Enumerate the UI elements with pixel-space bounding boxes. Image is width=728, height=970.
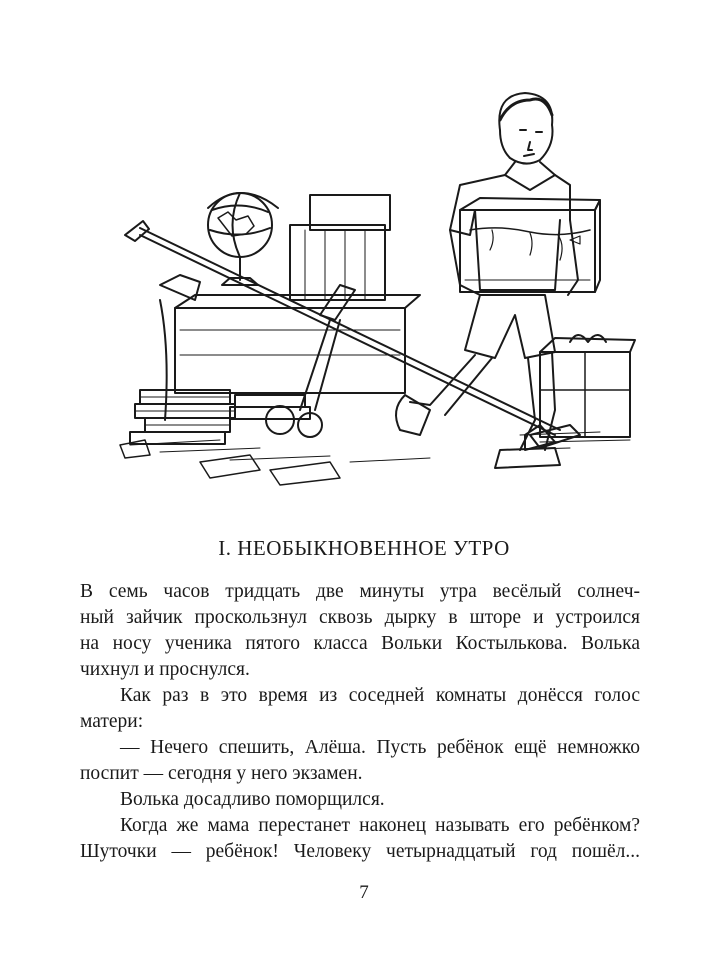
text-line: матери: [80, 711, 144, 732]
body-text [80, 579, 640, 865]
boy-figure [396, 93, 600, 468]
text-line: поспит — сегодня у него экзамен. [80, 763, 363, 784]
text-line: Когда же мама перестанет наконец называть его ребёнком? [120, 815, 640, 836]
text-line: В семь часов тридцать две минуты утра весёлый солнеч- [80, 581, 640, 602]
text-line: — Нечего спешить, Алёша. Пусть ребёнок ещё немножко [120, 737, 640, 758]
text-line: на носу ученика пятого класса Вольки Костылькова. Волька [80, 633, 640, 654]
fishing-rod [125, 221, 560, 435]
text-line: Как раз в это время из соседней комнаты донёсся голос [120, 685, 640, 706]
page-number: 7 [359, 882, 369, 903]
text-line: Волька досадливо поморщился. [120, 789, 385, 810]
chapter-title: I. НЕОБЫКНОВЕННОЕ УТРО [218, 536, 510, 560]
boy-carrying-aquarium-illustration [100, 90, 640, 500]
floor-papers [120, 440, 340, 485]
text-line: Шуточки — ребёнок! Человеку четырнадцатый год пошёл... [80, 841, 640, 862]
text-line: чихнул и проснулся. [80, 659, 250, 680]
text-line: ный зайчик проскользнул сквозь дырку в шторе и устроился [80, 607, 640, 628]
book-stacks [130, 390, 310, 444]
globe-icon [208, 193, 278, 285]
